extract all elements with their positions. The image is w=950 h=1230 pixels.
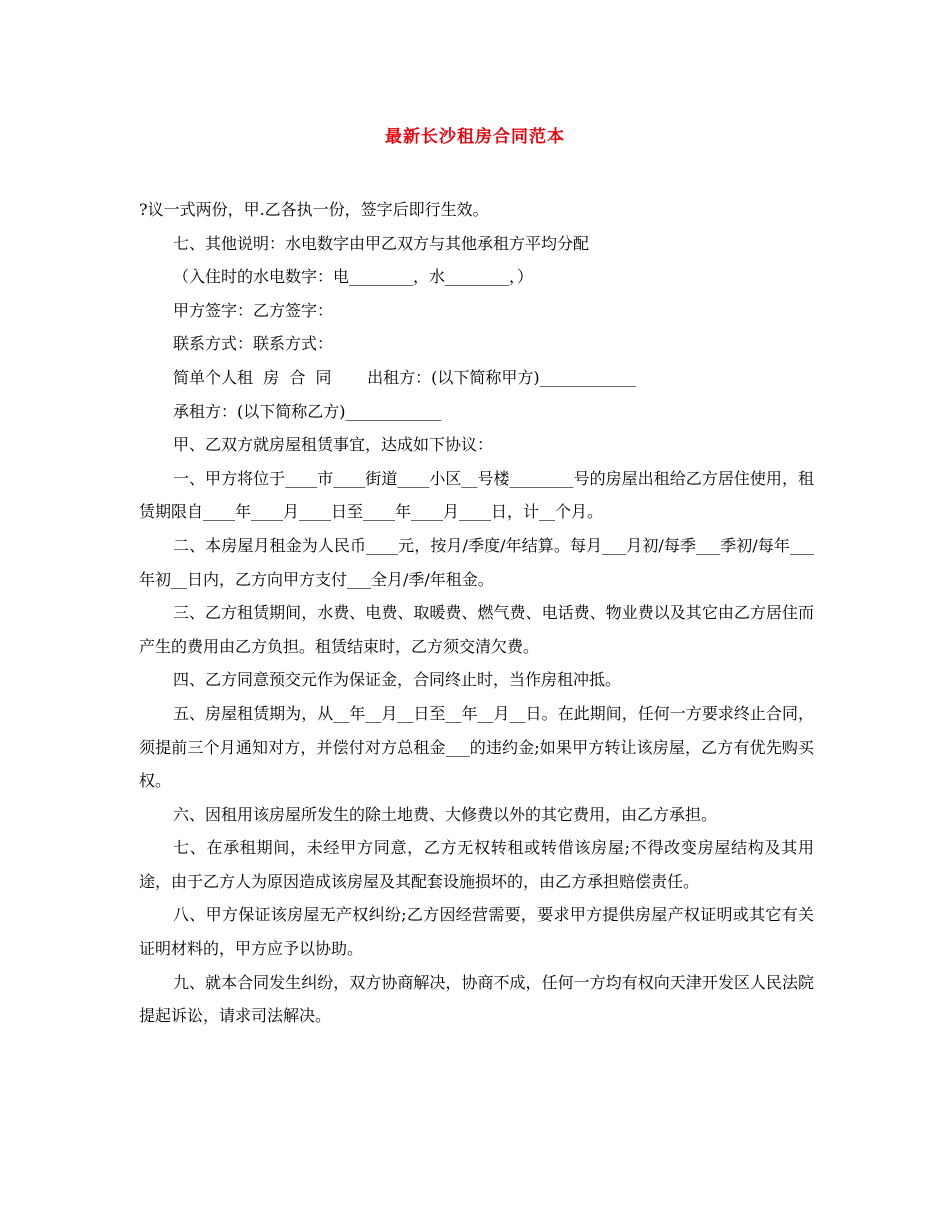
clause-8: 八、甲方保证该房屋无产权纠纷;乙方因经营需要，要求甲方提供房屋产权证明或其它有关证明材料的，甲方应予以协助。	[139, 905, 814, 959]
paragraph-lessor: 简单个人租 房 合 同 出租方：(以下简称甲方)____________	[173, 367, 636, 387]
paragraph-agreement-intro: 甲、乙双方就房屋租赁事宜，达成如下协议：	[173, 435, 494, 455]
paragraph-agreement-copies: ?议一式两份，甲.乙各执一份，签字后即行生效。	[139, 200, 489, 219]
clause-3: 三、乙方租赁期间，水费、电费、取暖费、燃气费、电话费、物业费以及其它由乙方居住而产生的费用由乙方负担。租赁结束时，乙方须交清欠费。	[139, 603, 814, 656]
paragraph-contacts: 联系方式：联系方式：	[173, 334, 334, 354]
paragraph-lessee: 承租方：(以下简称乙方)____________	[173, 401, 442, 421]
paragraph-signatures: 甲方签字：乙方签字：	[173, 300, 334, 320]
document-title: 最新长沙租房合同范本	[385, 127, 565, 147]
clause-4: 四、乙方同意预交元作为保证金，合同终止时，当作房租冲抵。	[173, 670, 622, 690]
document-body	[139, 193, 814, 1033]
clause-7: 七、在承租期间，未经甲方同意，乙方无权转租或转借该房屋;不得改变房屋结构及其用途，由于乙方人为原因造成该房屋及其配套设施损坏的，由乙方承担赔偿责任。	[139, 838, 814, 891]
paragraph-other-notes: 七、其他说明：水电数字由甲乙双方与其他承租方平均分配	[173, 233, 590, 253]
clause-5: 五、房屋租赁期为，从__年__月__日至__年__月__日。在此期间，任何一方要求终止合同，须提前三个月通知对方，并偿付对方总租金___的违约金;如果甲方转让该房屋，乙方有优先购买权。	[139, 703, 814, 791]
clause-6: 六、因租用该房屋所发生的除土地费、大修费以外的其它费用，由乙方承担。	[173, 804, 718, 824]
clause-1: 一、甲方将位于____市____街道____小区__号楼________号的房屋出租给乙方居住使用，租赁期限自____年____月____日至____年____月____日，计__个月。	[139, 468, 814, 522]
clause-2: 二、本房屋月租金为人民币____元，按月/季度/年结算。每月___月初/每季___季初/每年___年初__日内，乙方向甲方支付___全月/季/年租金。	[139, 535, 814, 589]
clause-9: 九、就本合同发生纠纷，双方协商解决，协商不成，任何一方均有权向天津开发区人民法院提起诉讼，请求司法解决。	[139, 972, 814, 1026]
paragraph-meter-readings: （入住时的水电数字：电________，水________，）	[173, 267, 534, 287]
